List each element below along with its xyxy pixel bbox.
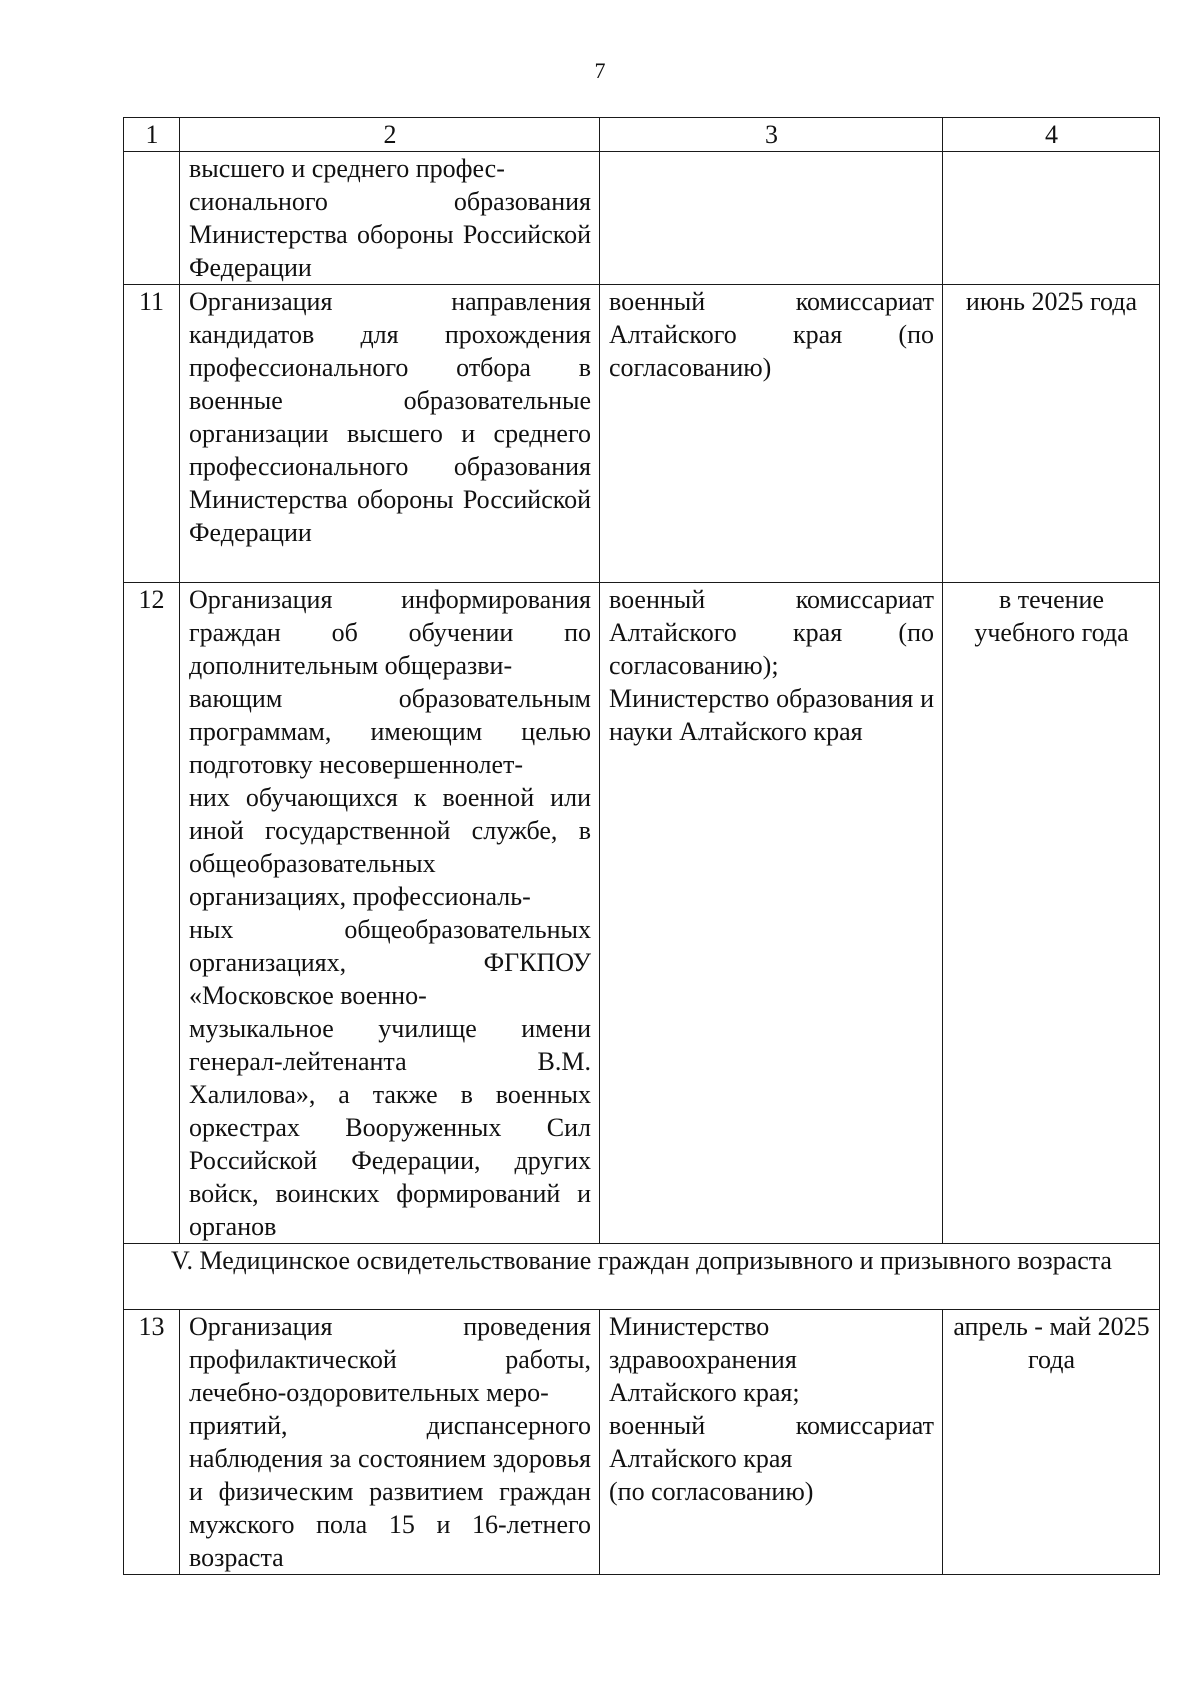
row-responsible [600, 152, 943, 285]
row-responsible: военный комиссариат Алтайского края (по согласованию) [600, 285, 943, 583]
table-row [124, 285, 1160, 583]
table-row [124, 1310, 1160, 1575]
header-col-1: 1 [124, 118, 180, 152]
row-deadline: в течение учебного года [943, 583, 1160, 1244]
row-activity: Организация направления кандидатов для прохождения профессионального отбора в военные образовательные организации высшего и среднего профессионального образования Министерства обороны Российской Федерации [180, 285, 600, 583]
row-number: 11 [124, 285, 180, 583]
table-row [124, 583, 1160, 1244]
responsible-text: Министерство здравоохранения Алтайского края; военный комиссариат Алтайского края (по согласованию) [609, 1312, 934, 1506]
row-number [124, 152, 180, 285]
row-deadline [943, 152, 1160, 285]
header-col-4: 4 [943, 118, 1160, 152]
row-activity [180, 583, 600, 1244]
activity-text: Организация проведения профилактической работы, лечебно-оздоровительных меро- приятий, диспансерного наблюдения за состоянием здоровья и физическим развитием граждан мужского пола 15 и 16-летнего возраста [189, 1312, 591, 1572]
header-col-2: 2 [180, 118, 600, 152]
section-row [124, 1244, 1160, 1310]
activity-text: высшего и среднего профес- сионального образования Министерства обороны Российской Федерации [189, 154, 591, 282]
row-responsible [600, 583, 943, 1244]
table-row [124, 152, 1160, 285]
row-number: 12 [124, 583, 180, 1244]
header-col-3: 3 [600, 118, 943, 152]
activity-text: Организация информирования граждан об обучении по дополнительным общеразви- вающим образовательным программам, имеющим целью подготовку несовершеннолет- них обучающихся к военной или иной государственной службе, в общеобразовательных организациях, профессиональ- ных общеобразовательных организациях, ФГКПОУ «Московское военно- музыкальное училище имени генерал-лейтенанта В.М. Халилова», а также в военных оркестрах Вооруженных Сил Российской Федерации, других войск, воинских формирований и органов [189, 585, 591, 1241]
responsible-text: военный комиссариат Алтайского края (по согласованию); Министерство образования и науки Алтайского края [609, 585, 934, 746]
plan-table [123, 117, 1160, 1575]
page-number: 7 [594, 58, 606, 83]
row-activity [180, 1310, 600, 1575]
table-header-row [124, 118, 1160, 152]
row-deadline: апрель - май 2025 года [943, 1310, 1160, 1575]
row-deadline: июнь 2025 года [943, 285, 1160, 583]
section-heading: V. Медицинское освидетельствование граждан допризывного и призывного возраста [124, 1244, 1160, 1310]
row-number: 13 [124, 1310, 180, 1575]
row-activity [180, 152, 600, 285]
row-responsible [600, 1310, 943, 1575]
